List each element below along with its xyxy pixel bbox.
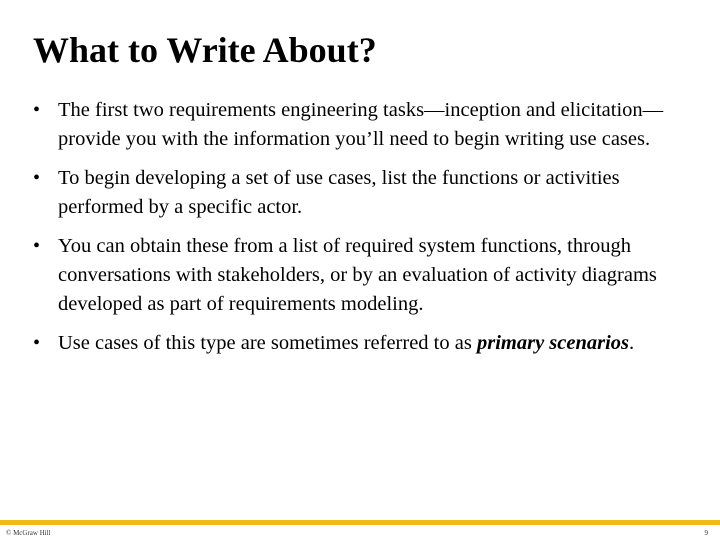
- bullet-item-3: [33, 232, 693, 319]
- footer-copyright: © McGraw Hill: [6, 529, 51, 537]
- page-number: 9: [704, 529, 708, 537]
- bullet-text-before: Use cases of this type are sometimes referred to as: [58, 332, 477, 354]
- bullet-item-4: [33, 329, 693, 358]
- bullet-text: The first two requirements engineering tasks—inception and elicitation—provide you with the information you’ll need to begin writing use cases.: [58, 99, 664, 150]
- bullet-list: [33, 96, 693, 358]
- slide-title: What to Write About?: [33, 30, 377, 70]
- bullet-text: To begin developing a set of use cases, list the functions or activities performed by a specific actor.: [58, 167, 620, 218]
- footer-accent-bar: [0, 520, 720, 525]
- bullet-icon: •: [33, 167, 41, 189]
- bullet-emphasis: primary scenarios: [476, 332, 630, 354]
- bullet-text-after: .: [629, 332, 635, 354]
- bullet-text: You can obtain these from a list of required system functions, through conversations with stakeholders, or by an evaluation of activity diagrams developed as part of requirements modeling.: [58, 235, 657, 315]
- bullet-icon: •: [33, 235, 41, 257]
- bullet-item-2: [33, 164, 693, 222]
- bullet-item-1: [33, 96, 693, 154]
- bullet-icon: •: [33, 99, 41, 121]
- bullet-icon: •: [33, 332, 41, 354]
